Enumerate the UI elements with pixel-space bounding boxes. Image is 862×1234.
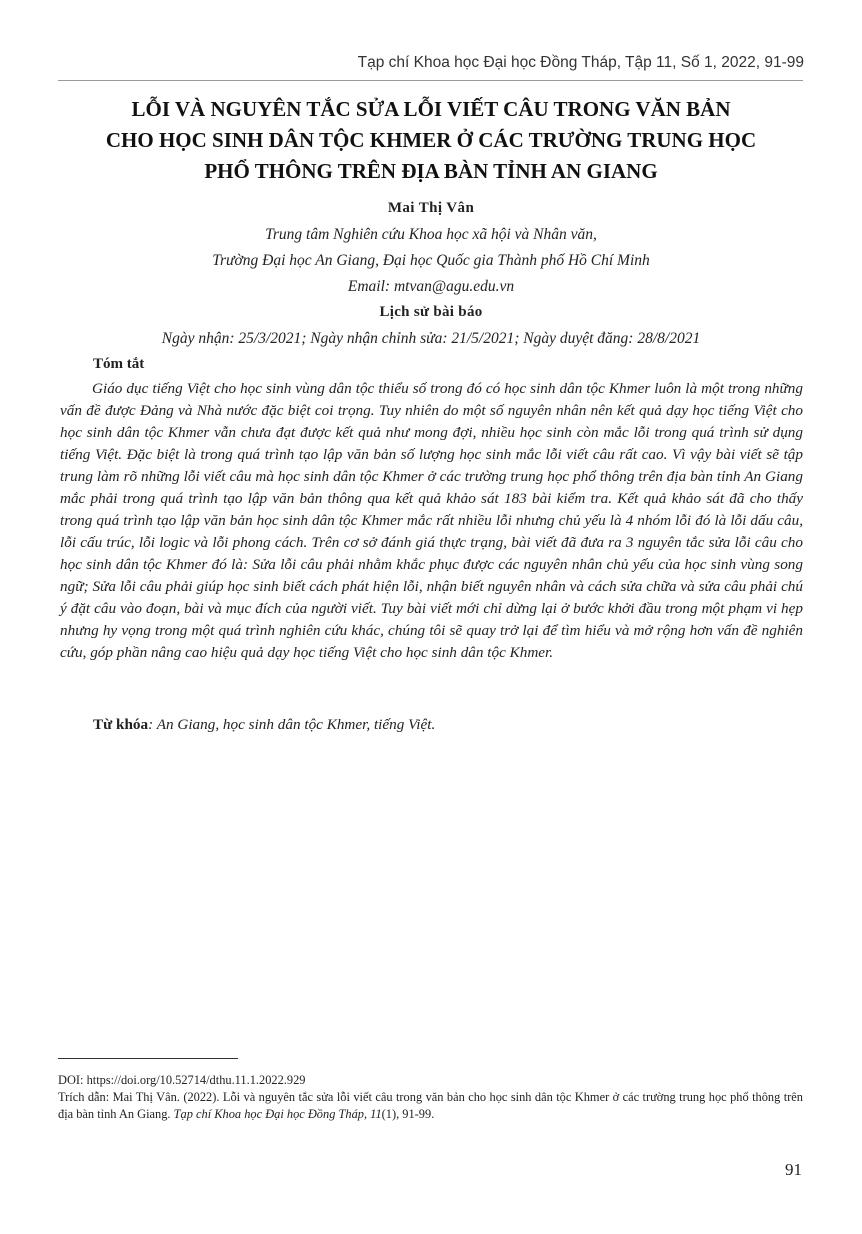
page-number: 91 [785, 1160, 802, 1179]
citation-journal: Tạp chí Khoa học Đại học Đồng Tháp, 11 [173, 1107, 382, 1121]
abstract-text: Giáo dục tiếng Việt cho học sinh vùng dân tộc thiểu số trong đó có học sinh dân tộc Khmer luôn là một trong những vấn đề được Đảng và Nhà nước đặc biệt coi trọng. Tuy nhiên do một số nguyên nhân nên kết quả dạy học tiếng Việt cho học sinh dân tộc Khmer vẫn chưa đạt được kết quả như mong đợi, nhiều học sinh còn mắc lỗi trong quá trình sử dụng tiếng Việt. Đặc biệt là trong quá trình tạo lập văn bản số lượng học sinh mắc lỗi viết câu rất cao. Vì vậy bài viết sẽ tập trung làm rõ những lỗi viết câu mà học sinh dân tộc Khmer ở các trường trung học phổ thông trên địa bàn tỉnh An Giang mắc phải trong quá trình tạo lập văn bản thông qua kết quả khảo sát 183 bài kiểm tra. Kết quả khảo sát đã cho thấy trong quá trình tạo lập văn bản học sinh dân tộc Khmer mắc rất nhiều lỗi nhưng chủ yếu là 4 nhóm lỗi đó là lỗi dấu câu, lỗi cấu trúc, lỗi logic và lỗi phong cách. Trên cơ sở đánh giá thực trạng, bài viết đã đưa ra 3 nguyên tắc sửa lỗi câu cho học sinh dân tộc Khmer đó là: Sửa lỗi câu phải nhằm khắc phục được các nguyên nhân chủ yếu của học sinh vùng song ngữ; Sửa lỗi câu phải giúp học sinh biết cách phát hiện lỗi, nhận biết nguyên nhân và cách sửa chữa và sửa câu phải chú ý đặt câu vào đoạn, bài và mục đích của người viết. Tuy bài viết mới chỉ dừng lại ở bước khởi đầu trong một phạm vi hẹp nhưng hy vọng trong một quá trình nghiên cứu khác, chúng tôi sẽ quay trở lại để tìm hiểu và mở rộng hơn vấn đề nghiên cứu, góp phần nâng cao hiệu quả dạy học tiếng Việt cho học sinh dân tộc Khmer. [60, 380, 803, 661]
article-title [60, 94, 802, 187]
doi-line: DOI: https://doi.org/10.52714/dthu.11.1.2022.929 [58, 1073, 306, 1087]
citation-issue: (1), 91-99. [381, 1107, 435, 1121]
footnote-rule [58, 1058, 238, 1059]
keywords-label: Từ khóa [93, 716, 149, 733]
history-heading: Lịch sử bài báo [379, 304, 483, 320]
author-name: Mai Thị Vân [387, 200, 475, 216]
running-header: Tạp chí Khoa học Đại học Đồng Tháp, Tập 11, Số 1, 2022, 91-99 [357, 54, 804, 71]
title-line: PHỔ THÔNG TRÊN ĐỊA BÀN TỈNH AN GIANG [204, 159, 658, 183]
author-email: Email: mtvan@agu.edu.vn [347, 278, 515, 295]
citation-text: Trích dẫn: Mai Thị Vân. (2022). Lỗi và nguyên tắc sửa lỗi viết câu trong văn bản cho học sinh dân tộc Khmer ở các trường trung học phổ thông trên địa bàn tỉnh An Giang. [58, 1090, 803, 1121]
affiliation-line: Trường Đại học An Giang, Đại học Quốc gia Thành phố Hồ Chí Minh [212, 252, 650, 269]
affiliation-line: Trung tâm Nghiên cứu Khoa học xã hội và Nhân văn, [265, 226, 597, 243]
keywords [93, 716, 435, 734]
abstract-heading: Tóm tắt [93, 356, 145, 372]
title-line: CHO HỌC SINH DÂN TỘC KHMER Ở CÁC TRƯỜNG TRUNG HỌC [105, 128, 757, 152]
article-dates: Ngày nhận: 25/3/2021; Ngày nhận chỉnh sửa: 21/5/2021; Ngày duyệt đăng: 28/8/2021 [161, 330, 701, 347]
title-line: LỖI VÀ NGUYÊN TẮC SỬA LỖI VIẾT CÂU TRONG VĂN BẢN [131, 97, 731, 121]
citation [58, 1089, 803, 1123]
footnotes [58, 1072, 803, 1123]
keywords-values: : An Giang, học sinh dân tộc Khmer, tiếng Việt. [148, 716, 436, 733]
header-rule [58, 80, 803, 81]
